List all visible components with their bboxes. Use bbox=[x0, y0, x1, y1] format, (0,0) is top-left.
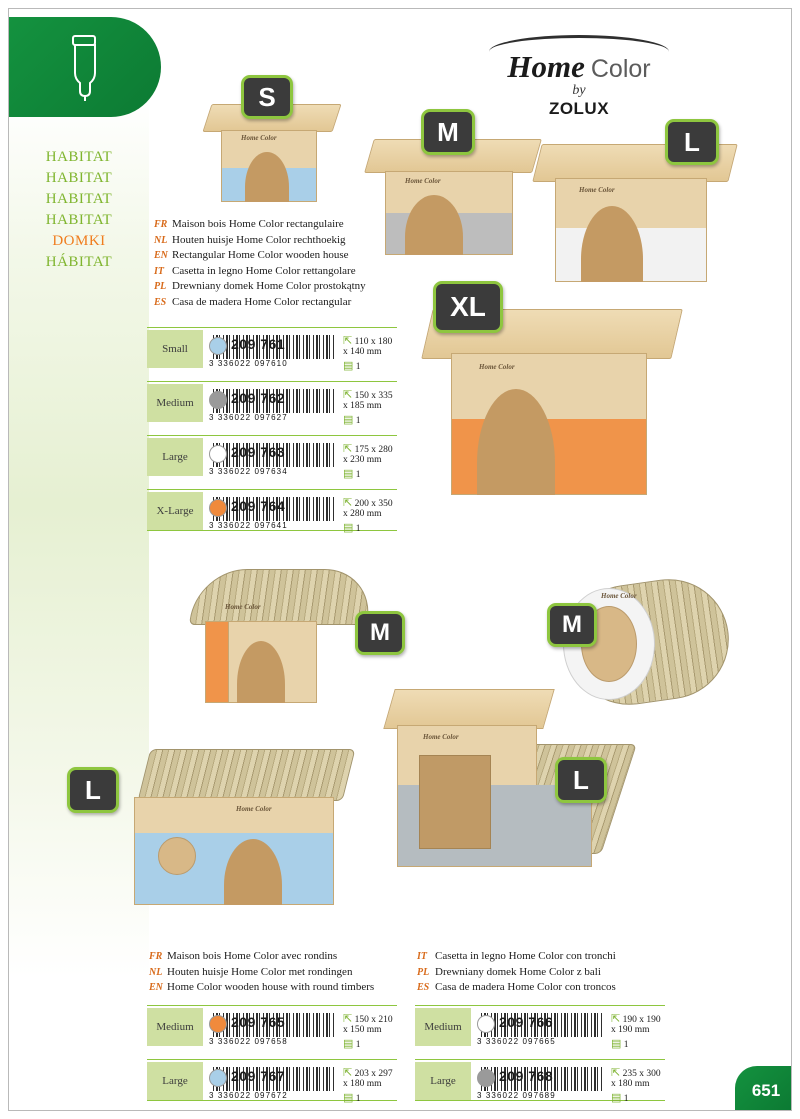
dimensions: ⇱ 190 x 190 x 190 mm ▤ 1 bbox=[611, 1013, 661, 1050]
dimension-text: 175 x 280 x 230 mm bbox=[343, 445, 393, 465]
lang-code: FR bbox=[149, 951, 163, 962]
dimensions: ⇱ 110 x 180 x 140 mm ▤ 1 bbox=[343, 335, 393, 372]
desc-text: Rectangular Home Color wooden house bbox=[172, 249, 349, 261]
dimension-text: 150 x 335 x 185 mm bbox=[343, 391, 393, 411]
product-description-timber-right bbox=[417, 949, 677, 996]
lang-code: PL bbox=[154, 281, 167, 292]
catalog-page bbox=[8, 8, 792, 1111]
product-image-rect-large: Home Color bbox=[537, 144, 733, 284]
lang-code: FR bbox=[154, 219, 168, 230]
logo-by-text: by bbox=[572, 83, 586, 98]
dimensions: ⇱ 175 x 280 x 230 mm ▤ 1 bbox=[343, 443, 393, 480]
lang-code: ES bbox=[417, 982, 430, 993]
dimensions: ⇱ 200 x 350 x 280 mm ▤ 1 bbox=[343, 497, 393, 534]
ean-code: 3 336022 097610 bbox=[209, 359, 288, 368]
category-label: HABITAT bbox=[45, 149, 113, 165]
desc-text: Houten huisje Home Color rechthoekig bbox=[172, 233, 346, 246]
dimension-text: 200 x 350 x 280 mm bbox=[343, 499, 393, 519]
product-image-timber-large-blue: Home Color bbox=[114, 749, 349, 909]
table-row bbox=[147, 381, 397, 426]
lang-code: IT bbox=[154, 265, 164, 277]
row-size: Medium bbox=[147, 384, 203, 422]
category-label: HÁBITAT bbox=[45, 254, 113, 270]
lang-code: ES bbox=[154, 296, 167, 308]
dimensions: ⇱ 203 x 297 x 180 mm ▤ 1 bbox=[343, 1067, 393, 1104]
quantity-text: 1 bbox=[623, 1040, 629, 1050]
ean-code: 3 336022 097665 bbox=[477, 1037, 556, 1046]
dimension-text: 190 x 190 x 190 mm bbox=[611, 1015, 661, 1035]
reference-number: 209 763 bbox=[231, 444, 286, 460]
lang-code: EN bbox=[149, 982, 163, 993]
row-size: Large bbox=[147, 438, 203, 476]
dimensions: ⇱ 150 x 210 x 150 mm ▤ 1 bbox=[343, 1013, 393, 1050]
color-swatch bbox=[209, 1069, 227, 1087]
product-image-timber-tunnel-medium: Home Color bbox=[539, 574, 729, 734]
quantity-text: 1 bbox=[355, 470, 361, 480]
quantity-text: 1 bbox=[355, 1094, 361, 1104]
lang-code: NL bbox=[154, 234, 168, 246]
dimension-text: 203 x 297 x 180 mm bbox=[343, 1069, 393, 1089]
product-description-timber-left bbox=[149, 949, 409, 996]
row-size: Small bbox=[147, 330, 203, 368]
row-size: X-Large bbox=[147, 492, 203, 530]
quantity-text: 1 bbox=[355, 416, 361, 426]
ean-code: 3 336022 097634 bbox=[209, 467, 288, 476]
desc-text: Maison bois Home Color avec rondins bbox=[167, 950, 338, 962]
logo-color-text: Color bbox=[590, 55, 651, 83]
ean-code: 3 336022 097627 bbox=[209, 413, 288, 422]
ean-code: 3 336022 097672 bbox=[209, 1091, 288, 1100]
desc-text: Home Color wooden house with round timbers bbox=[167, 981, 375, 993]
category-label-highlighted: DOMKI bbox=[52, 233, 106, 249]
lang-code: PL bbox=[417, 966, 430, 978]
product-image-rect-xlarge: Home Color bbox=[427, 309, 677, 499]
category-label-list bbox=[9, 147, 149, 273]
color-swatch bbox=[477, 1015, 495, 1033]
table-row bbox=[147, 1059, 397, 1104]
product-image-rect-small: Home Color bbox=[207, 104, 337, 209]
reference-number: 209 764 bbox=[231, 498, 286, 514]
table-row bbox=[415, 1005, 665, 1050]
product-description-rect bbox=[154, 217, 404, 310]
water-bottle-icon bbox=[61, 33, 107, 103]
logo-home-text: Home bbox=[507, 49, 585, 84]
lang-code: NL bbox=[149, 966, 163, 978]
row-size: Large bbox=[147, 1062, 203, 1100]
desc-text: Houten huisje Home Color met rondingen bbox=[167, 965, 353, 978]
row-size: Medium bbox=[147, 1008, 203, 1046]
desc-text: Casetta in legno Home Color rettangolare bbox=[172, 264, 356, 277]
lang-code: IT bbox=[417, 951, 427, 962]
dimension-text: 150 x 210 x 150 mm bbox=[343, 1015, 393, 1035]
dimension-text: 110 x 180 x 140 mm bbox=[343, 337, 393, 357]
quantity-text: 1 bbox=[355, 362, 361, 372]
desc-text: Maison bois Home Color rectangulaire bbox=[172, 218, 344, 230]
reference-number: 209 765 bbox=[231, 1014, 286, 1030]
table-row bbox=[147, 1005, 397, 1050]
table-row bbox=[147, 327, 397, 372]
table-row bbox=[415, 1059, 665, 1104]
product-image-timber-large-grey: Home Color bbox=[379, 689, 624, 914]
ean-code: 3 336022 097658 bbox=[209, 1037, 288, 1046]
dimension-text: 235 x 300 x 180 mm bbox=[611, 1069, 661, 1089]
reference-number: 209 767 bbox=[231, 1068, 286, 1084]
logo-zolux-text: ZOLUX bbox=[548, 99, 610, 118]
reference-number: 209 762 bbox=[231, 390, 286, 406]
color-swatch bbox=[209, 391, 227, 409]
ean-code: 3 336022 097689 bbox=[477, 1091, 556, 1100]
table-row bbox=[147, 489, 397, 534]
desc-text: Drewniany domek Home Color z bali bbox=[435, 965, 601, 978]
color-swatch bbox=[209, 337, 227, 355]
category-label: HABITAT bbox=[45, 212, 113, 228]
dimensions: ⇱ 235 x 300 x 180 mm ▤ 1 bbox=[611, 1067, 661, 1104]
category-label: HABITAT bbox=[45, 191, 113, 207]
category-label: HABITAT bbox=[45, 170, 113, 186]
desc-text: Casetta in legno Home Color con tronchi bbox=[435, 950, 616, 962]
color-swatch bbox=[209, 499, 227, 517]
desc-text: Casa de madera Home Color con troncos bbox=[435, 981, 616, 993]
brand-logo bbox=[479, 35, 679, 119]
quantity-text: 1 bbox=[623, 1094, 629, 1104]
product-image-rect-medium: Home Color bbox=[369, 139, 537, 259]
table-row bbox=[147, 435, 397, 480]
desc-text: Drewniany domek Home Color prostokątny bbox=[172, 280, 366, 292]
size-badge-timber-l2: L bbox=[555, 757, 607, 803]
row-size: Medium bbox=[415, 1008, 471, 1046]
reference-number: 209 768 bbox=[499, 1068, 554, 1084]
product-image-timber-medium: Home Color bbox=[181, 569, 371, 714]
desc-text: Casa de madera Home Color rectangular bbox=[172, 295, 352, 308]
size-badge-timber-m1: M bbox=[355, 611, 405, 655]
size-badge-m: M bbox=[421, 109, 475, 155]
color-swatch bbox=[477, 1069, 495, 1087]
ean-code: 3 336022 097641 bbox=[209, 521, 288, 530]
dimensions: ⇱ 150 x 335 x 185 mm ▤ 1 bbox=[343, 389, 393, 426]
reference-number: 209 761 bbox=[231, 336, 286, 352]
size-badge-timber-l1: L bbox=[67, 767, 119, 813]
size-badge-l: L bbox=[665, 119, 719, 165]
size-badge-xl: XL bbox=[433, 281, 503, 333]
reference-number: 209 766 bbox=[499, 1014, 554, 1030]
color-swatch bbox=[209, 1015, 227, 1033]
quantity-text: 1 bbox=[355, 524, 361, 534]
page-number: 651 bbox=[735, 1066, 791, 1110]
category-tab-badge bbox=[9, 17, 161, 117]
size-badge-timber-m2: M bbox=[547, 603, 597, 647]
lang-code: EN bbox=[154, 250, 168, 261]
size-badge-s: S bbox=[241, 75, 293, 119]
color-swatch bbox=[209, 445, 227, 463]
row-size: Large bbox=[415, 1062, 471, 1100]
quantity-text: 1 bbox=[355, 1040, 361, 1050]
